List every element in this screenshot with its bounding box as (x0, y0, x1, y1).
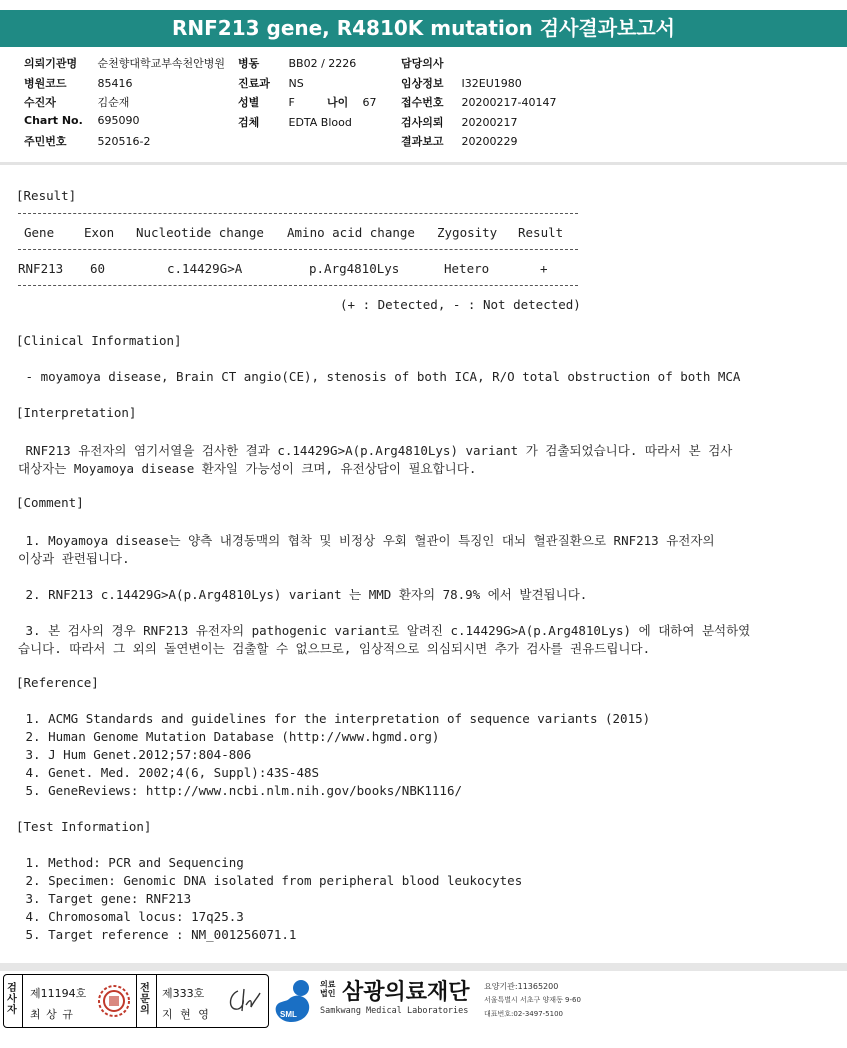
reference-heading: [Reference] (16, 675, 99, 690)
comment-2: 2. RNF213 c.14429G>A(p.Arg4810Lys) variant 는 MMD 환자의 78.9% 에서 발견됩니다. (18, 587, 588, 602)
result-legend: (+ : Detected, - : Not detected) (340, 297, 581, 312)
signature-icon (224, 985, 262, 1017)
test-info-item: 1. Method: PCR and Sequencing (18, 855, 244, 870)
report-title: RNF213 gene, R4810K mutation 검사결과보고서 (0, 10, 847, 47)
tester-name: 최 상 규 (30, 1008, 74, 1021)
specialist-license: 제333호 (162, 987, 205, 1000)
test-info-item: 4. Chromosomal locus: 17q25.3 (18, 909, 244, 924)
result-col-result: Result (518, 225, 564, 240)
patient-field-institution: 의뢰기관명 순천향대학교부속천안병원 (24, 57, 226, 70)
patient-field-id-number: 주민번호 520516-2 (24, 135, 151, 148)
result-nucleotide: c.14429G>A (167, 261, 243, 276)
test-info-heading: [Test Information] (16, 819, 152, 834)
result-amino-acid: p.Arg4810Lys (309, 261, 400, 276)
patient-field-clinical-info: 임상정보 I32EU1980 (401, 77, 522, 90)
divider (18, 213, 578, 214)
svg-text:SML: SML (280, 1010, 297, 1019)
reference-item: 5. GeneReviews: http://www.ncbi.nlm.nih.gov/books/NBK1116/ (18, 783, 463, 798)
comment-3-line-2: 습니다. 따라서 그 외의 돌연변이는 검출할 수 없으므로, 임상적으로 의심되시면 추가 검사를 권유드립니다. (18, 641, 651, 656)
tester-label: 검사자 (7, 983, 17, 1016)
test-info-item: 5. Target reference : NM_001256071.1 (18, 927, 297, 942)
sml-logo-icon (271, 977, 317, 1027)
specialist-label: 전문의 (140, 983, 150, 1016)
comment-heading: [Comment] (16, 495, 84, 510)
reference-item: 1. ACMG Standards and guidelines for the interpretation of sequence variants (2015) (18, 711, 651, 726)
org-english-name: Samkwang Medical Laboratories (320, 1006, 469, 1016)
result-exon: 60 (90, 261, 106, 276)
divider (136, 975, 137, 1027)
tester-license: 제11194호 (30, 987, 87, 1000)
reference-item: 2. Human Genome Mutation Database (http://www.hgmd.org) (18, 729, 440, 744)
comment-1-line-2: 이상과 관련됩니다. (18, 551, 130, 566)
result-col-amino-acid: Amino acid change (287, 225, 415, 240)
org-info-code: 요양기관:11365200 (484, 982, 559, 991)
patient-field-doctor: 담당의사 (401, 57, 444, 70)
org-type: 의료 법인 (320, 980, 336, 998)
reference-item: 4. Genet. Med. 2002;4(6, Suppl):43S-48S (18, 765, 320, 780)
patient-field-name: 수진자 김순재 (24, 96, 130, 109)
seal-icon (97, 984, 131, 1018)
interpretation-line-2: 대상자는 Moyamoya disease 환자일 가능성이 크며, 유전상담이 필요합니다. (18, 461, 477, 476)
specialist-name: 지 현 영 (162, 1008, 211, 1021)
patient-field-ward: 병동 BB02 / 2226 (238, 57, 357, 70)
patient-field-sex: 성별 F (238, 96, 295, 109)
patient-field-accession-no: 접수번호 20200217-40147 (401, 96, 557, 109)
patient-field-report-date: 결과보고 20200229 (401, 135, 518, 148)
result-col-gene: Gene (24, 225, 55, 240)
patient-field-request-date: 검사의뢰 20200217 (401, 116, 518, 129)
result-heading: [Result] (16, 188, 77, 203)
org-name: 삼광의료재단 (342, 980, 470, 1005)
divider (156, 975, 157, 1027)
interpretation-heading: [Interpretation] (16, 405, 137, 420)
result-col-nucleotide: Nucleotide change (136, 225, 264, 240)
patient-field-specimen: 검체 EDTA Blood (238, 116, 352, 129)
comment-3-line-1: 3. 본 검사의 경우 RNF213 유전자의 pathogenic variant로 알려진 c.14429G>A(p.Arg4810Lys) 에 대하여 분석하였 (18, 623, 751, 638)
signature-box (3, 974, 269, 1028)
interpretation-line-1: RNF213 유전자의 염기서열을 검사한 결과 c.14429G>A(p.Arg4810Lys) variant 가 검출되었습니다. 따라서 본 검사 (18, 443, 733, 458)
divider (18, 249, 578, 250)
patient-info (0, 50, 847, 165)
reference-item: 3. J Hum Genet.2012;57:804-806 (18, 747, 252, 762)
patient-field-age: 나이 67 (327, 96, 377, 109)
patient-field-chart-no: Chart No. 695090 (24, 114, 140, 127)
org-info-address: 서울특별시 서초구 양재동 9-60 (484, 996, 581, 1004)
result-gene: RNF213 (18, 261, 64, 276)
test-info-item: 3. Target gene: RNF213 (18, 891, 192, 906)
clinical-heading: [Clinical Information] (16, 333, 182, 348)
result-zygosity: Hetero (444, 261, 490, 276)
result-col-exon: Exon (84, 225, 115, 240)
result-value: + (540, 261, 548, 276)
patient-field-hospital-code: 병원코드 85416 (24, 77, 133, 90)
test-info-item: 2. Specimen: Genomic DNA isolated from peripheral blood leukocytes (18, 873, 523, 888)
clinical-text: - moyamoya disease, Brain CT angio(CE), stenosis of both ICA, R/O total obstruction of both MCA (18, 369, 741, 384)
patient-field-department: 진료과 NS (238, 77, 304, 90)
comment-1-line-1: 1. Moyamoya disease는 양측 내경동맥의 협착 및 비정상 우회 혈관이 특징인 대뇌 혈관질환으로 RNF213 유전자의 (18, 533, 715, 548)
result-col-zygosity: Zygosity (437, 225, 498, 240)
org-info-phone: 대표번호:02-3497-5100 (484, 1010, 563, 1018)
divider (22, 975, 23, 1027)
divider (18, 285, 578, 286)
